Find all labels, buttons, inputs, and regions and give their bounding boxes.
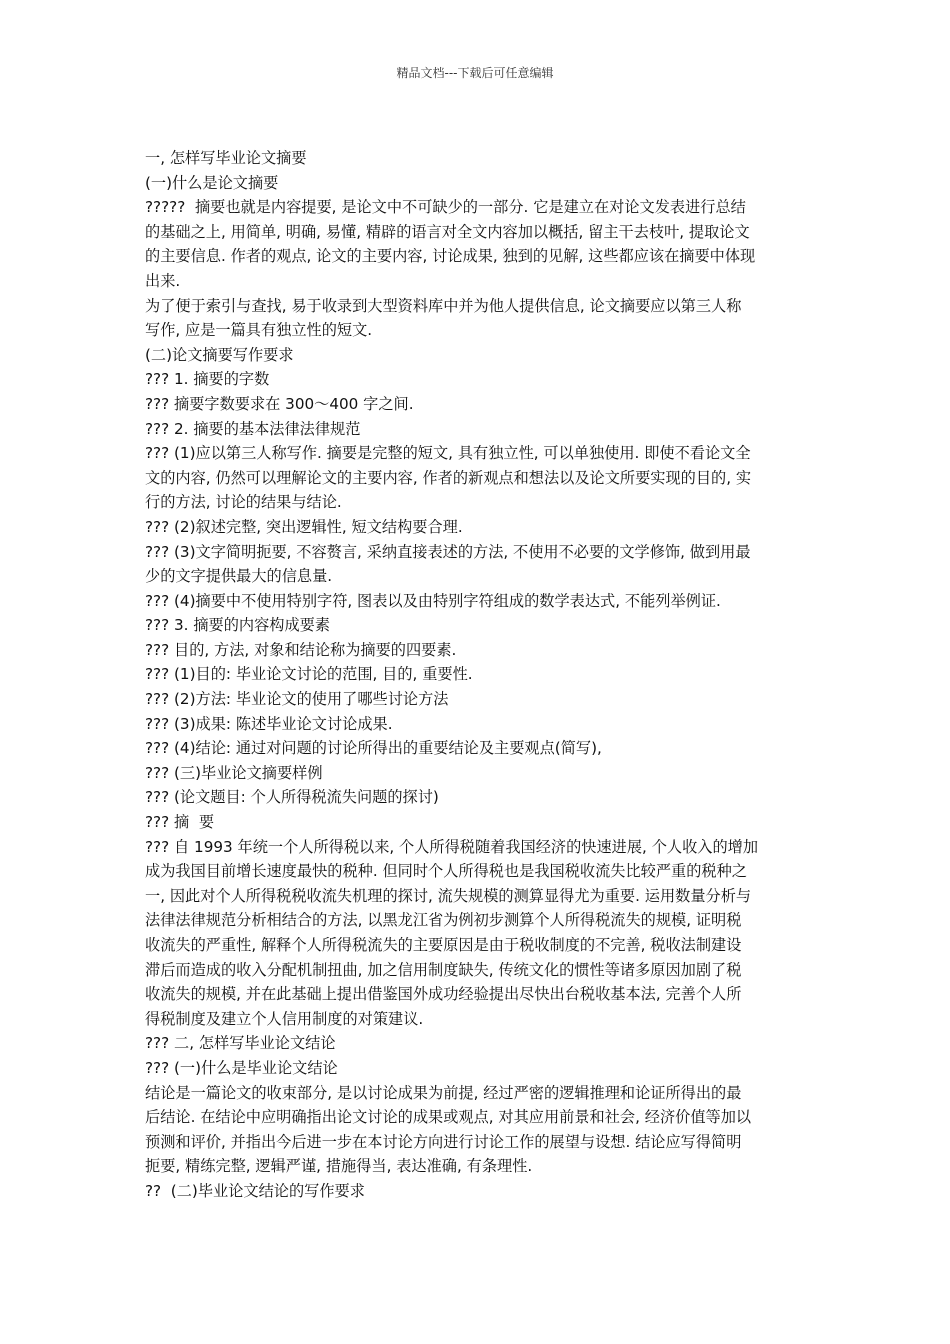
- text-line: ??? (3)文字简明扼要, 不容赘言, 采纳直接表述的方法, 不使用不必要的文学修饰, 做到用最: [145, 542, 751, 561]
- text-line: ??? (一)什么是毕业论文结论: [145, 1058, 338, 1077]
- text-line: (二)论文摘要写作要求: [145, 345, 294, 364]
- text-line: ??? 摘 要: [145, 813, 215, 832]
- text-line: 写作, 应是一篇具有独立性的短文.: [145, 321, 373, 340]
- text-line: 的主要信息. 作者的观点, 论文的主要内容, 讨论成果, 独到的见解, 这些都应该在摘要中体现: [145, 247, 756, 266]
- text-line: ??? (3)成果: 陈述毕业论文讨论成果.: [145, 714, 393, 733]
- text-line: 收流失的规模, 并在此基础上提出借鉴国外成功经验提出尽快出台税收基本法, 完善个人所: [145, 985, 742, 1004]
- text-line: ??? (1)应以第三人称写作. 摘要是完整的短文, 具有独立性, 可以单独使用. 即使不看论文全: [145, 444, 751, 463]
- text-line: (一)什么是论文摘要: [145, 173, 279, 192]
- text-line: ??? 摘要字数要求在 300～400 字之间.: [145, 394, 414, 413]
- text-line: 成为我国目前增长速度最快的税种. 但同时个人所得税也是我国税收流失比较严重的税种之: [145, 862, 747, 881]
- text-line: ??? 目的, 方法, 对象和结论称为摘要的四要素.: [145, 640, 457, 659]
- page-header: 精品文档---下载后可任意编辑: [396, 66, 554, 80]
- text-line: ????? 摘要也就是内容提要, 是论文中不可缺少的一部分. 它是建立在对论文发表进行总结: [145, 198, 746, 217]
- text-line: ??? 2. 摘要的基本法律法律规范: [145, 419, 361, 438]
- text-line: ??? (三)毕业论文摘要样例: [145, 763, 323, 782]
- text-line: 预测和评价, 并指出今后进一步在本讨论方向进行讨论工作的展望与设想. 结论应写得简明: [145, 1132, 742, 1151]
- text-line: 文的内容, 仍然可以理解论文的主要内容, 作者的新观点和想法以及论文所要实现的目的, 实: [145, 468, 752, 487]
- text-line: 一, 怎样写毕业论文摘要: [145, 149, 307, 167]
- text-line: 的基础之上, 用简单, 明确, 易懂, 精辟的语言对全文内容加以概括, 留主干去枝叶, 提取论文: [145, 222, 750, 241]
- text-line: 法律法律规范分析相结合的方法, 以黑龙江省为例初步测算个人所得税流失的规模, 证明税: [145, 911, 742, 930]
- text-line: ??? (1)目的: 毕业论文讨论的范围, 目的, 重要性.: [145, 665, 473, 684]
- text-line: 收流失的严重性, 解释个人所得税流失的主要原因是由于税收制度的不完善, 税收法制建设: [145, 936, 742, 954]
- text-line: 行的方法, 讨论的结果与结论.: [145, 493, 342, 512]
- text-line: 扼要, 精练完整, 逻辑严谨, 措施得当, 表达准确, 有条理性.: [145, 1157, 533, 1176]
- text-line: ??? 3. 摘要的内容构成要素: [145, 616, 331, 635]
- text-line: ??? 1. 摘要的字数: [145, 370, 270, 389]
- text-line: 出来.: [145, 271, 181, 290]
- text-line: ??? 二, 怎样写毕业论文结论: [145, 1034, 336, 1053]
- text-line: 为了便于索引与查找, 易于收录到大型资料库中并为他人提供信息, 论文摘要应以第三人称: [145, 296, 742, 315]
- text-line: ??? (4)结论: 通过对问题的讨论所得出的重要结论及主要观点(简写),: [145, 739, 602, 758]
- text-line: ?? (二)毕业论文结论的写作要求: [145, 1181, 365, 1200]
- text-line: ??? (4)摘要中不使用特别字符, 图表以及由特别字符组成的数学表达式, 不能列举例证.: [145, 591, 721, 610]
- text-line: ??? (2)方法: 毕业论文的使用了哪些讨论方法: [145, 690, 449, 709]
- document-body: [145, 146, 810, 1204]
- text-line: 少的文字提供最大的信息量.: [145, 567, 333, 586]
- text-line: ??? (2)叙述完整, 突出逻辑性, 短文结构要合理.: [145, 517, 463, 536]
- text-line: 一, 因此对个人所得税税收流失机理的探讨, 流失规模的测算显得尤为重要. 运用数量分析与: [145, 886, 752, 905]
- text-line: ??? 自 1993 年统一个人所得税以来, 个人所得税随着我国经济的快速进展, 个人收入的增加: [145, 837, 759, 856]
- text-line: 得税制度及建立个人信用制度的对策建议.: [145, 1009, 424, 1028]
- text-line: ??? (论文题目: 个人所得税流失问题的探讨): [145, 788, 439, 807]
- text-line: 后结论. 在结论中应明确指出论文讨论的成果或观点, 对其应用前景和社会, 经济价值等加以: [145, 1108, 752, 1127]
- text-line: 结论是一篇论文的收束部分, 是以讨论成果为前提, 经过严密的逻辑推理和论证所得出的最: [145, 1083, 742, 1102]
- text-line: 滞后而造成的收入分配机制扭曲, 加之信用制度缺失, 传统文化的惯性等诸多原因加剧了税: [145, 960, 742, 979]
